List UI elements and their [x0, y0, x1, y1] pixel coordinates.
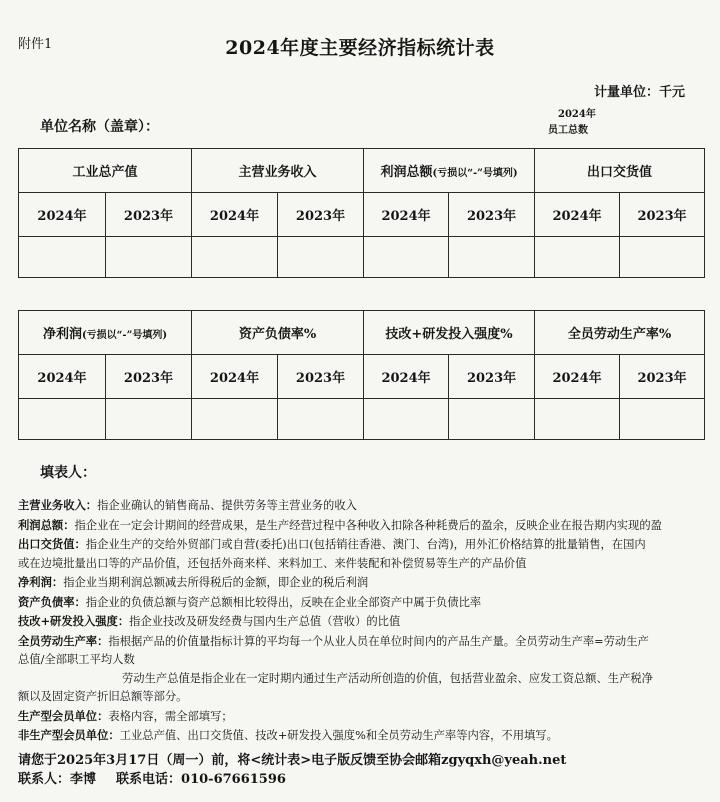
note-line: [18, 632, 708, 652]
phone-label: 联系电话：: [116, 772, 182, 787]
note-text: 表格内容，需全部填写；: [108, 709, 233, 723]
note-text: 工业总产值、出口交货值、技改+研发投入强度%和全员劳动生产率等内容，不用填写。: [119, 729, 558, 742]
year-cell: 2024年: [364, 193, 449, 237]
header-total-profit-note: (亏损以“-”号填列): [432, 168, 518, 179]
year-cell: 2023年: [278, 193, 364, 237]
page-title: 2024年度主要经济指标统计表: [225, 37, 495, 59]
input-cell-main-revenue-2024[interactable]: [192, 237, 278, 278]
year-cell: 2023年: [106, 193, 192, 237]
note-line: [18, 670, 708, 689]
note-text: 指企业的负债总额与资产总额相比较得出，反映在企业全部资产中属于负债比率: [85, 595, 482, 609]
header-export-value: 出口交货值: [535, 149, 705, 193]
note-text: 额以及固定资产折旧总额等部分。: [18, 690, 188, 703]
note-key: 主营业务收入：: [18, 498, 98, 512]
note-key: 资产负债率：: [18, 594, 86, 609]
contact-label: 联系人：: [18, 772, 71, 787]
note-line: [18, 516, 708, 536]
year-cell: 2023年: [106, 355, 192, 399]
note-key: 利润总额：: [18, 517, 75, 532]
note-text: 劳动生产总值是指企业在一定时期内通过生产活动所创造的价值，包括营业盈余、应发工资总额、生产税净: [122, 671, 653, 685]
header-total-profit: [364, 149, 535, 193]
header-debt-ratio: 资产负债率%: [192, 311, 364, 355]
footer: [18, 751, 566, 789]
header-main-revenue: 主营业务收入: [192, 149, 364, 193]
year-cell: 2023年: [278, 355, 364, 399]
input-cell-main-revenue-2023[interactable]: [278, 237, 364, 278]
year-cell: 2023年: [620, 193, 705, 237]
note-text: 总值/全部职工平均人数: [18, 653, 135, 666]
attachment-label: 附件1: [18, 37, 53, 52]
filler-label: 填表人：: [40, 465, 96, 481]
deadline-instruction: 请您于2025年3月17日（周一）前，将<统计表>电子版反馈至协会邮箱zgyqxh@yeah.net: [18, 753, 567, 768]
note-text: 指企业技改及研发经费与国内生产总值（营收）的比值: [129, 615, 401, 628]
note-line: [18, 496, 708, 516]
note-text: 指企业在一定会计期间的经营成果，是生产经营过程中各种收入扣除各种耗费后的盈余，反映企业在报告期内实现的盈: [74, 518, 662, 532]
input-cell-export-value-2024[interactable]: [535, 237, 620, 278]
input-cell-total-profit-2024[interactable]: [364, 237, 449, 278]
input-cell-debt-ratio-2023[interactable]: [278, 399, 364, 440]
note-line: [18, 555, 708, 574]
note-key: 净利润：: [18, 575, 64, 589]
input-cell-debt-ratio-2024[interactable]: [192, 399, 278, 440]
note-line: [18, 726, 708, 746]
year-cell: 2023年: [620, 355, 705, 399]
header-rd-intensity: 技改+研发投入强度%: [364, 311, 535, 355]
note-text: 指企业当期利润总额减去所得税后的金额，即企业的税后利润: [63, 576, 369, 589]
contact-line: [18, 770, 566, 789]
note-line: [18, 612, 708, 632]
indicator-table-1: [18, 148, 705, 278]
header-labor-productivity: 全员劳动生产率%: [535, 311, 705, 355]
note-line: [18, 688, 708, 707]
input-cell-export-value-2023[interactable]: [620, 237, 705, 278]
note-key: 出口交货值：: [18, 537, 86, 551]
header-total-profit-main: 利润总额: [380, 165, 433, 180]
contact-name: 李博: [70, 772, 97, 787]
input-cell-labor-productivity-2024[interactable]: [535, 399, 620, 440]
note-line: [18, 593, 708, 613]
org-name-label: 单位名称（盖章）：: [40, 119, 159, 135]
year-cell: 2024年: [364, 355, 449, 399]
input-cell-total-profit-2023[interactable]: [449, 237, 535, 278]
year-cell: 2024年: [192, 355, 278, 399]
header-net-profit: [19, 311, 192, 355]
year-cell: 2024年: [19, 355, 106, 399]
input-cell-rd-intensity-2024[interactable]: [364, 399, 449, 440]
notes-section: [18, 496, 708, 746]
input-cell-industrial-output-2024[interactable]: [19, 237, 106, 278]
year-cell: 2023年: [449, 193, 535, 237]
employee-total: 员工总数: [548, 125, 588, 136]
note-key: 生产型会员单位：: [18, 708, 109, 723]
year-cell: 2024年: [19, 193, 106, 237]
year-cell: 2024年: [535, 193, 620, 237]
note-text: 指根据产品的价值量指标计算的平均每一个从业人员在单位时间内的产品生产量。全员劳动生产率=劳动生产: [108, 634, 649, 648]
header-industrial-output: 工业总产值: [19, 149, 192, 193]
year-cell: 2024年: [535, 355, 620, 399]
note-key: 技改+研发投入强度：: [18, 614, 130, 628]
note-key: 非生产型会员单位：: [18, 728, 120, 742]
input-cell-net-profit-2023[interactable]: [106, 399, 192, 440]
note-line: [18, 573, 708, 593]
year-cell: 2023年: [449, 355, 535, 399]
note-key: 全员劳动生产率：: [18, 633, 109, 648]
header-net-profit-note: (亏损以“-”号填列): [81, 330, 168, 341]
indicator-table-2: [18, 310, 705, 440]
header-net-profit-main: 净利润: [42, 327, 82, 342]
employee-year: 2024年: [558, 109, 596, 120]
input-cell-net-profit-2024[interactable]: [19, 399, 106, 440]
note-line: [18, 707, 708, 727]
input-cell-rd-intensity-2023[interactable]: [449, 399, 535, 440]
input-cell-industrial-output-2023[interactable]: [106, 237, 192, 278]
note-text: 或在边境批量出口等的产品价值，还包括外商来样、来料加工、来件装配和补偿贸易等生产的产品价值: [18, 556, 527, 570]
note-text: 指企业确认的销售商品、提供劳务等主营业务的收入: [97, 499, 357, 512]
year-cell: 2024年: [192, 193, 278, 237]
phone-number: 010-67661596: [181, 772, 286, 787]
unit-label: 计量单位：千元: [594, 85, 686, 100]
note-text: 指企业生产的交给外贸部门或自营(委托)出口(包括销往香港、澳门、台湾)，用外汇价格结算的批量销售，在国内: [85, 538, 646, 551]
input-cell-labor-productivity-2023[interactable]: [620, 399, 705, 440]
note-line: [18, 651, 708, 670]
employee-count-label: [548, 107, 596, 139]
note-line: [18, 535, 708, 555]
